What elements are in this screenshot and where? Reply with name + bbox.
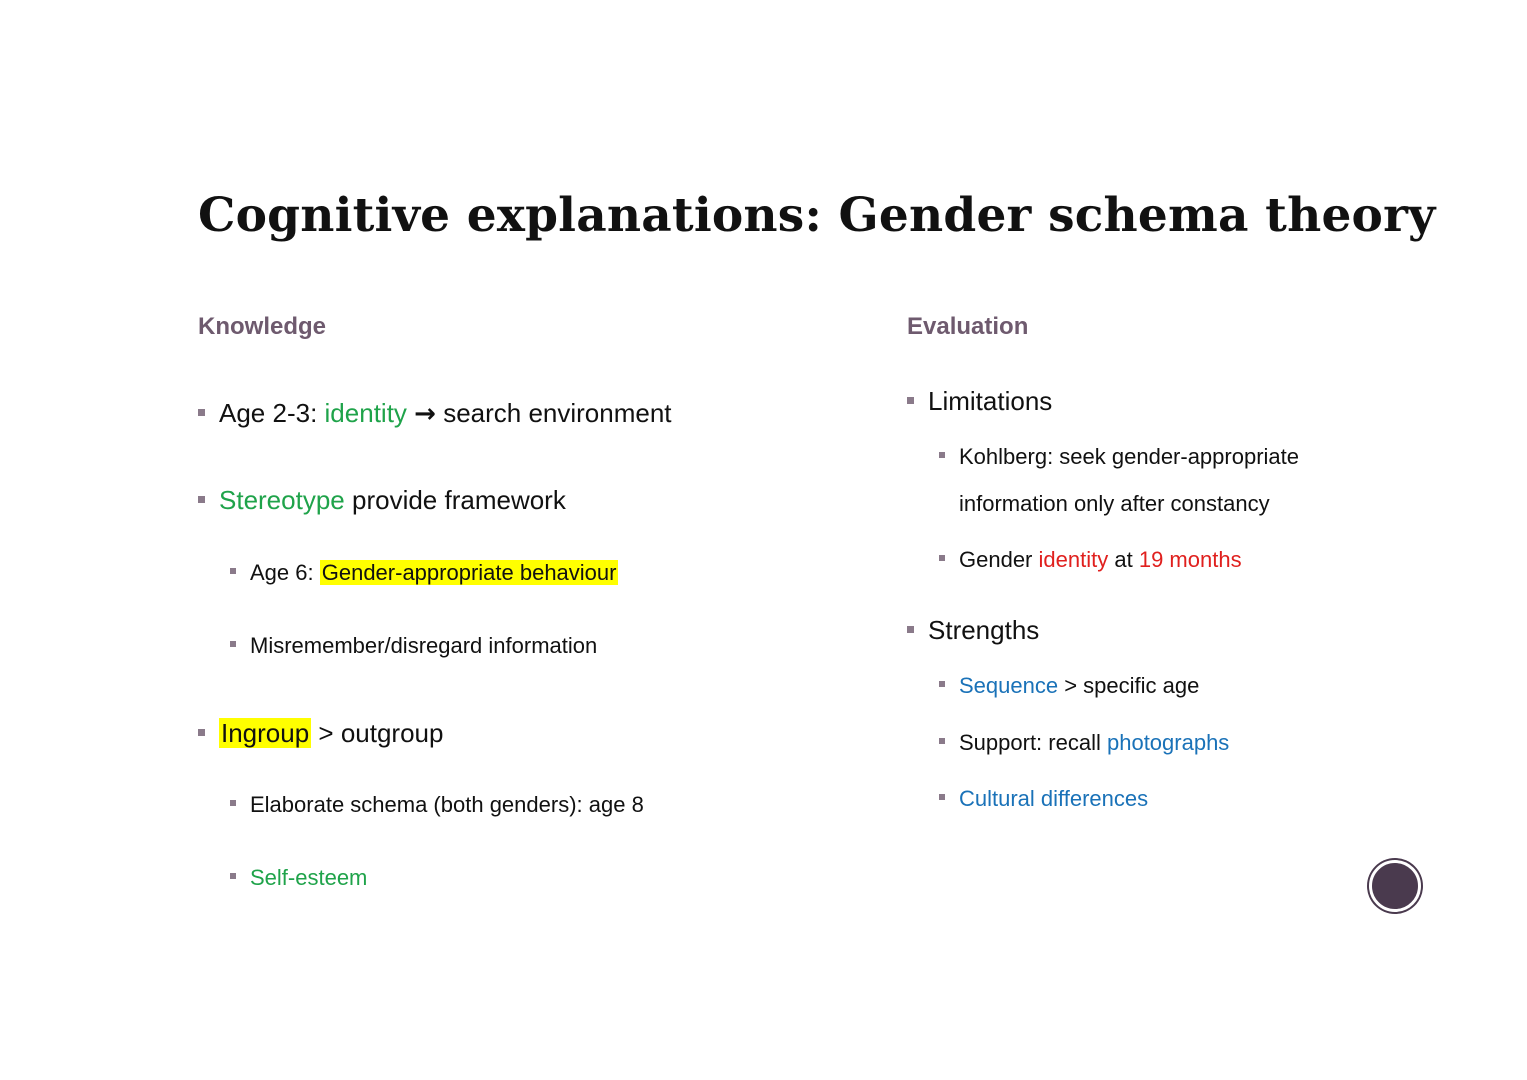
bullet-icon xyxy=(939,555,945,561)
list-item-age-6: Age 6: Gender-appropriate behaviour xyxy=(230,560,618,586)
evaluation-heading: Evaluation xyxy=(907,313,1029,340)
knowledge-heading: Knowledge xyxy=(198,313,327,340)
bullet-icon xyxy=(939,794,945,800)
list-item-kohlberg-continued: information only after constancy xyxy=(959,491,1270,516)
list-item-gender-identity: Gender identity at 19 months xyxy=(939,547,1242,573)
list-item-age-2-3: Age 2-3: identity → search environment xyxy=(198,398,672,429)
list-item-strengths: Strengths xyxy=(907,615,1039,646)
bullet-icon xyxy=(198,729,205,736)
list-item-misremember: Misremember/disregard information xyxy=(230,633,597,659)
bullet-icon xyxy=(907,397,914,404)
list-item-sequence: Sequence > specific age xyxy=(939,673,1199,699)
highlighted-text: Ingroup xyxy=(221,718,310,748)
list-item-ingroup: Ingroup > outgroup xyxy=(198,718,443,749)
bullet-icon xyxy=(230,641,236,647)
bullet-icon xyxy=(907,626,914,633)
bullet-icon xyxy=(939,681,945,687)
bullet-icon xyxy=(939,452,945,458)
bullet-icon xyxy=(230,873,236,879)
bullet-icon xyxy=(198,409,205,416)
arrow-right-icon: → xyxy=(414,399,436,429)
bullet-icon xyxy=(939,738,945,744)
bullet-icon xyxy=(230,568,236,574)
list-item-support: Support: recall photographs xyxy=(939,730,1229,756)
bullet-icon xyxy=(198,496,205,503)
list-item-stereotype: Stereotype provide framework xyxy=(198,485,566,516)
list-item-kohlberg: Kohlberg: seek gender-appropriate xyxy=(939,444,1299,470)
list-item-self-esteem: Self-esteem xyxy=(230,865,367,891)
slide-title: Cognitive explanations: Gender schema theory xyxy=(198,188,1436,243)
list-item-limitations: Limitations xyxy=(907,386,1052,417)
highlighted-text: Gender-appropriate behaviour xyxy=(321,560,617,585)
bullet-icon xyxy=(230,800,236,806)
list-item-elaborate: Elaborate schema (both genders): age 8 xyxy=(230,792,644,818)
circle-nav-icon[interactable] xyxy=(1369,860,1421,912)
list-item-cultural: Cultural differences xyxy=(939,786,1148,812)
